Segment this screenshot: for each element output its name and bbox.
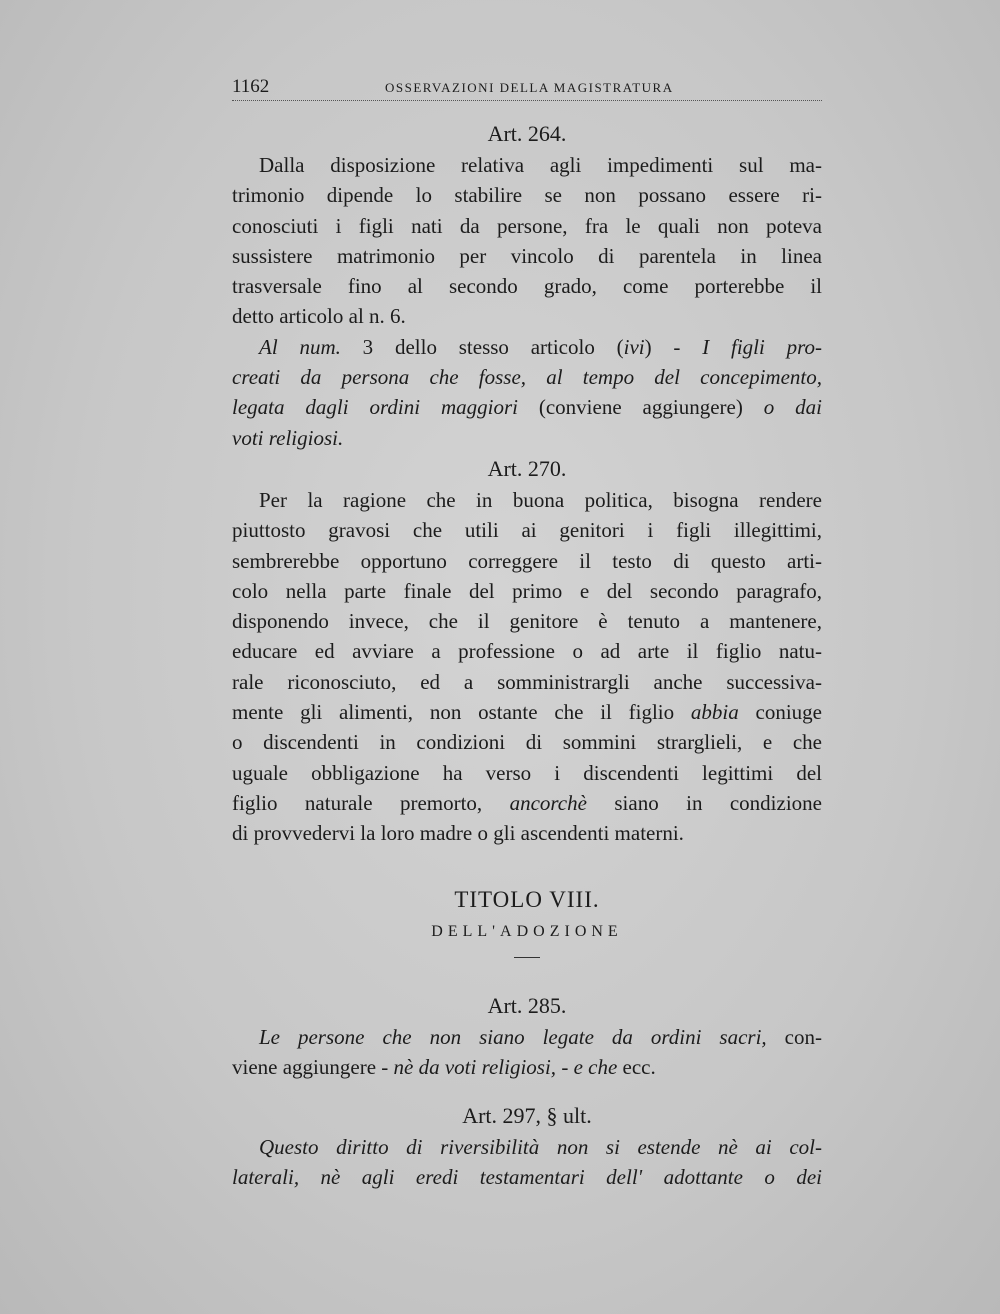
text-line: piuttosto gravosi che utili ai genitori i figli illegittimi, (232, 518, 822, 543)
text-line: uguale obbligazione ha verso i discendenti legittimi del (232, 760, 822, 785)
art-297-paragraph (232, 1132, 822, 1193)
text-line (232, 1052, 822, 1082)
text-line: voti religiosi. (232, 425, 344, 450)
text-line: trimonio dipende lo stabilire se non possano essere ri- (232, 183, 822, 208)
text-line: creati da persona che fosse, al tempo del concepimento, (232, 365, 822, 390)
text-span: 3 dello stesso articolo ( (340, 334, 624, 359)
text-line: trasversale fino al secondo grado, come porterebbe il (232, 274, 822, 299)
text-line (232, 332, 822, 362)
titolo-block (232, 883, 822, 958)
art-270-heading: Art. 270. (487, 455, 567, 481)
text-line (232, 788, 822, 818)
text-line (232, 1022, 822, 1052)
page-header (232, 72, 822, 102)
text-line: Questo diritto di riversibilità non si estende nè ai col- (259, 1135, 822, 1160)
italic-span: legata dagli ordini maggiori (232, 395, 518, 420)
italic-span: Le persone che non siano legate da ordini sacri, (259, 1024, 767, 1049)
italic-span: ivi (623, 334, 645, 359)
italic-span: I figli pro- (702, 334, 823, 359)
italic-span: nè da voti religiosi, (393, 1054, 557, 1079)
text-span: figlio naturale premorto, (232, 790, 510, 815)
text-line: laterali, nè agli eredi testamentari dell' adottante o dei (232, 1165, 822, 1190)
page-body (232, 118, 822, 1193)
italic-span: Al num. (259, 334, 341, 359)
title-rule (514, 957, 540, 958)
text-line: colo nella parte finale del primo e del secondo paragrafo, (232, 578, 822, 603)
section-subtitle: DELL'ADOZIONE (431, 922, 623, 940)
text-span: ) - (644, 334, 703, 359)
header-rule (232, 100, 822, 101)
art-264-paragraph-1 (232, 150, 822, 332)
text-span: - (556, 1054, 574, 1079)
text-span: coniuge (738, 700, 822, 725)
text-line: rale riconosciuto, ed a somministrargli anche successiva- (232, 669, 822, 694)
art-285-paragraph (232, 1022, 822, 1083)
text-line: educare ed avviare a professione o ad arte il figlio natu- (232, 639, 822, 664)
text-line (232, 392, 822, 422)
text-span: viene aggiungere - (232, 1054, 394, 1079)
italic-span: o dai (763, 395, 822, 420)
running-title: OSSERVAZIONI DELLA MAGISTRATURA (385, 80, 674, 95)
text-line: o discendenti in condizioni di sommini strarglieli, e che (232, 730, 822, 755)
art-285-heading: Art. 285. (487, 992, 567, 1018)
text-line (232, 697, 822, 727)
art-270-paragraph (232, 485, 822, 849)
art-297-heading: Art. 297, § ult. (462, 1103, 592, 1129)
text-span: con- (766, 1024, 822, 1049)
text-span: siano in condizione (586, 790, 822, 815)
art-264-paragraph-2 (232, 332, 822, 453)
art-264-heading: Art. 264. (487, 121, 567, 146)
text-line: sussistere matrimonio per vincolo di parentela in linea (232, 243, 822, 268)
text-line: di provvedervi la loro madre o gli ascendenti materni. (232, 821, 684, 846)
text-span: ecc. (617, 1054, 656, 1079)
italic-span: abbia (690, 700, 739, 725)
text-span: (conviene aggiungere) (517, 395, 764, 420)
italic-span: e che (573, 1054, 618, 1079)
section-title: TITOLO VIII. (454, 886, 600, 912)
text-line: Dalla disposizione relativa agli impedimenti sul ma- (259, 153, 822, 177)
page-number: 1162 (232, 76, 270, 97)
text-line: conosciuti i figli nati da persone, fra le quali non poteva (232, 213, 822, 238)
text-line: Per la ragione che in buona politica, bisogna rendere (259, 487, 822, 512)
italic-span: ancorchè (509, 790, 587, 815)
text-line: detto articolo al n. 6. (232, 304, 406, 329)
text-line: sembrerebbe opportuno correggere il testo di questo arti- (232, 548, 822, 573)
text-span: mente gli alimenti, non ostante che il figlio (232, 700, 691, 725)
text-line: disponendo invece, che il genitore è tenuto a mantenere, (232, 609, 822, 634)
